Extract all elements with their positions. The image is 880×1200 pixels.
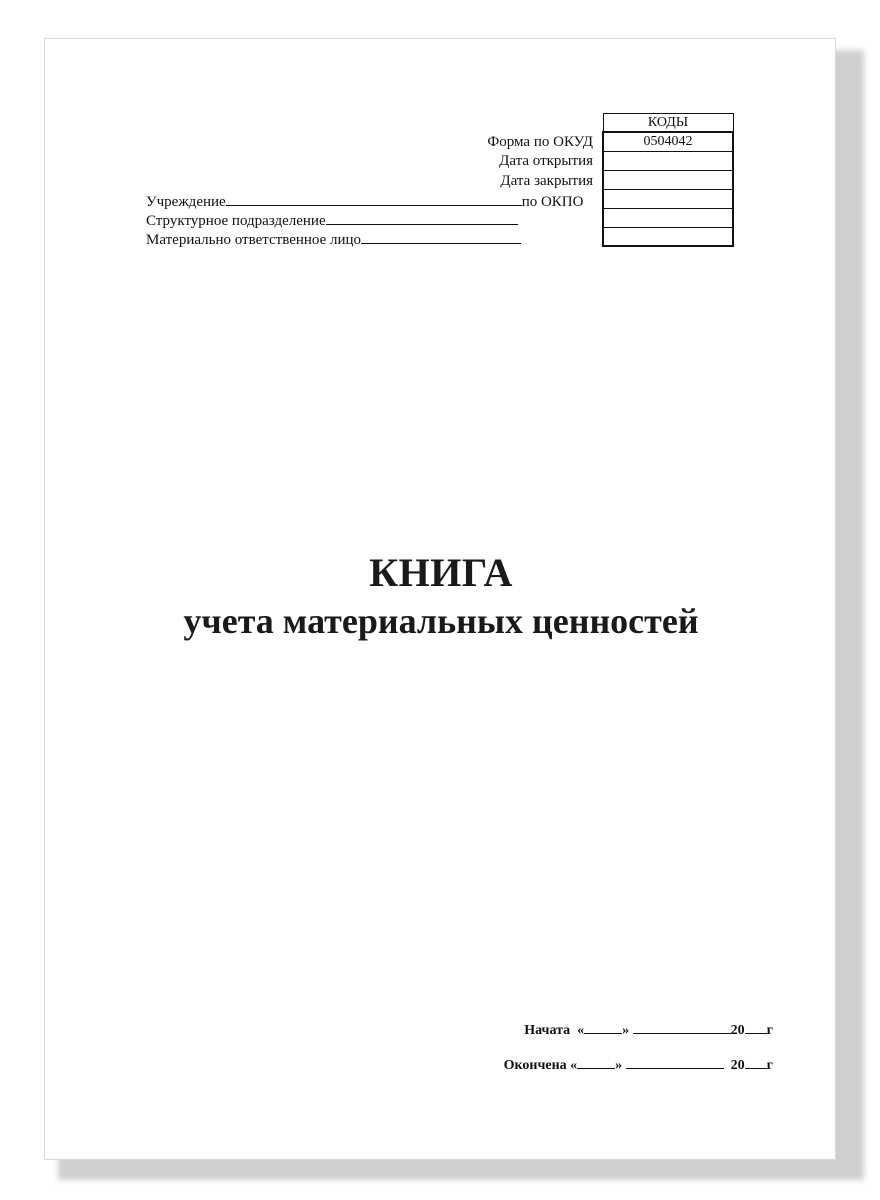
- end-century: 20: [730, 1058, 745, 1073]
- start-label: Начата: [524, 1023, 571, 1038]
- open-date-cell[interactable]: [603, 151, 733, 170]
- okud-code-cell[interactable]: 0504042: [603, 132, 733, 151]
- institution-field[interactable]: [226, 191, 522, 206]
- end-year-field[interactable]: [745, 1054, 767, 1069]
- open-date-label: Дата открытия: [499, 153, 593, 169]
- responsible-row: [146, 229, 521, 249]
- document-page: [44, 38, 836, 1160]
- responsible-field[interactable]: [361, 229, 521, 244]
- institution-row: [146, 191, 583, 211]
- end-month-field[interactable]: [626, 1054, 724, 1069]
- close-quote: »: [615, 1058, 623, 1073]
- institution-label: Учреждение: [146, 194, 226, 210]
- start-year-field[interactable]: [745, 1019, 767, 1034]
- book-subtitle: учета материальных ценностей: [183, 601, 699, 641]
- okpo-label: по ОКПО: [521, 194, 584, 210]
- start-day-field[interactable]: [584, 1019, 622, 1034]
- close-quote: »: [622, 1023, 630, 1038]
- okud-label: Форма по ОКУД: [487, 134, 593, 150]
- responsible-label: Материально ответственное лицо: [146, 232, 362, 248]
- division-row: [146, 210, 518, 230]
- division-label: Структурное подразделение: [146, 213, 326, 229]
- division-code-cell[interactable]: [603, 208, 733, 227]
- book-title: КНИГА: [369, 550, 513, 595]
- division-field[interactable]: [326, 210, 518, 225]
- open-quote: «: [577, 1023, 585, 1038]
- codes-table: [602, 113, 734, 247]
- start-month-field[interactable]: [633, 1019, 731, 1034]
- end-year-suffix: г: [766, 1058, 773, 1073]
- start-century: 20: [730, 1023, 745, 1038]
- start-date-row: [524, 1019, 773, 1039]
- close-date-cell[interactable]: [603, 170, 733, 189]
- end-date-row: [504, 1054, 773, 1074]
- open-quote: «: [570, 1058, 578, 1073]
- responsible-code-cell[interactable]: [603, 227, 733, 246]
- okpo-cell[interactable]: [603, 189, 733, 208]
- end-day-field[interactable]: [577, 1054, 615, 1069]
- start-year-suffix: г: [766, 1023, 773, 1038]
- close-date-label: Дата закрытия: [500, 173, 593, 189]
- codes-header: КОДЫ: [603, 114, 733, 133]
- end-label: Окончена: [503, 1058, 567, 1073]
